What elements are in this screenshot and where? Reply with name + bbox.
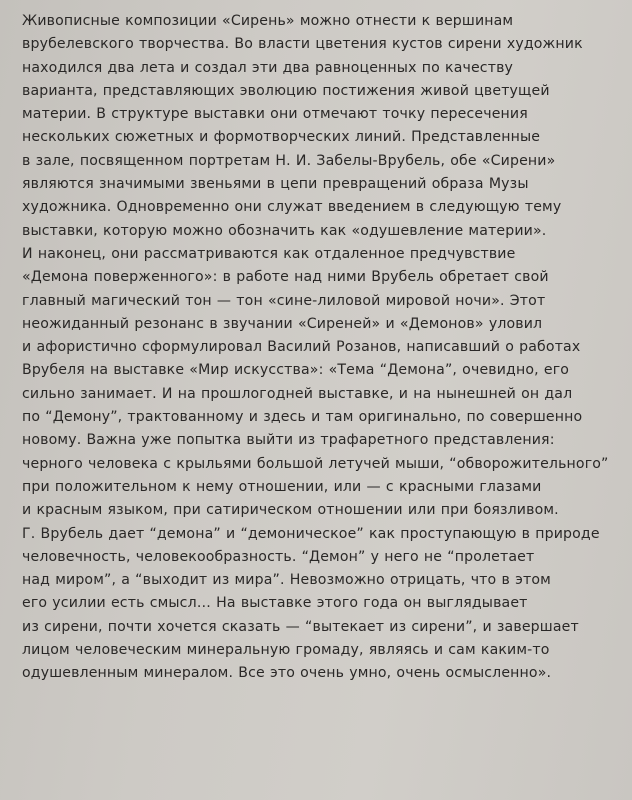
text-line: являются значимыми звеньями в цепи превращений образа Музы: [22, 176, 529, 193]
text-line: врубелевского творчества. Во власти цветения кустов сирени художник: [22, 36, 583, 53]
text-line: над миром”, а “выходит из мира”. Невозможно отрицать, что в этом: [22, 572, 551, 589]
text-line: нескольких сюжетных и формотворческих линий. Представленные: [22, 129, 541, 146]
text-line: лицом человеческим минеральную громаду, являясь и сам каким-то: [22, 642, 550, 659]
text-line: выставки, которую можно обозначить как «одушевление материи».: [22, 222, 547, 239]
text-line: художника. Одновременно они служат введением в следующую тему: [22, 199, 562, 216]
text-line: по “Демону”, трактованному и здесь и там оригинально, по совершенно: [22, 409, 583, 426]
text-line: и красным языком, при сатирическом отношении или при боязливом.: [22, 502, 559, 519]
text-line: материи. В структуре выставки они отмечают точку пересечения: [22, 106, 528, 123]
text-line: в зале, посвященном портретам Н. И. Забелы-Врубель, обе «Сирени»: [22, 152, 556, 169]
text-line: его усилии есть смысл… На выставке этого года он выглядывает: [22, 595, 528, 612]
text-line: «Демона поверженного»: в работе над ними Врубель обретает свой: [22, 269, 549, 286]
text-line: при положительном к нему отношении, или — с красными глазами: [22, 478, 542, 495]
text-line: черного человека с крыльями большой летучей мыши, “обворожительного”: [22, 455, 609, 472]
text-line: новому. Важна уже попытка выйти из трафаретного представления:: [22, 432, 555, 449]
text-line: варианта, представляющих эволюцию постижения живой цветущей: [22, 82, 550, 99]
text-line: Врубеля на выставке «Мир искусства»: «Тема “Демона”, очевидно, его: [22, 362, 570, 379]
text-line: человечность, человекообразность. “Демон” у него не “пролетает: [22, 548, 535, 565]
text-line: находился два лета и создал эти два равноценных по качеству: [22, 59, 514, 76]
paragraph: [22, 10, 622, 686]
text-line: Живописные композиции «Сирень» можно отнести к вершинам: [22, 13, 514, 29]
text-line: неожиданный резонанс в звучании «Сиреней» и «Демонов» уловил: [22, 315, 543, 332]
text-line: главный магический тон — тон «сине-лиловой мировой ночи». Этот: [22, 292, 546, 309]
text-line: И наконец, они рассматриваются как отдаленное предчувствие: [22, 245, 516, 262]
text-line: сильно занимает. И на прошлогодней выставке, и на нынешней он дал: [22, 385, 573, 402]
text-line: Г. Врубель дает “демона” и “демоническое” как проступающую в природе: [22, 525, 600, 542]
text-line: одушевленным минералом. Все это очень умно, очень осмысленно».: [22, 665, 552, 682]
text-line: и афористично сформулировал Василий Розанов, написавший о работах: [22, 339, 581, 356]
text-line: из сирени, почти хочется сказать — “вытекает из сирени”, и завершает: [22, 618, 579, 635]
